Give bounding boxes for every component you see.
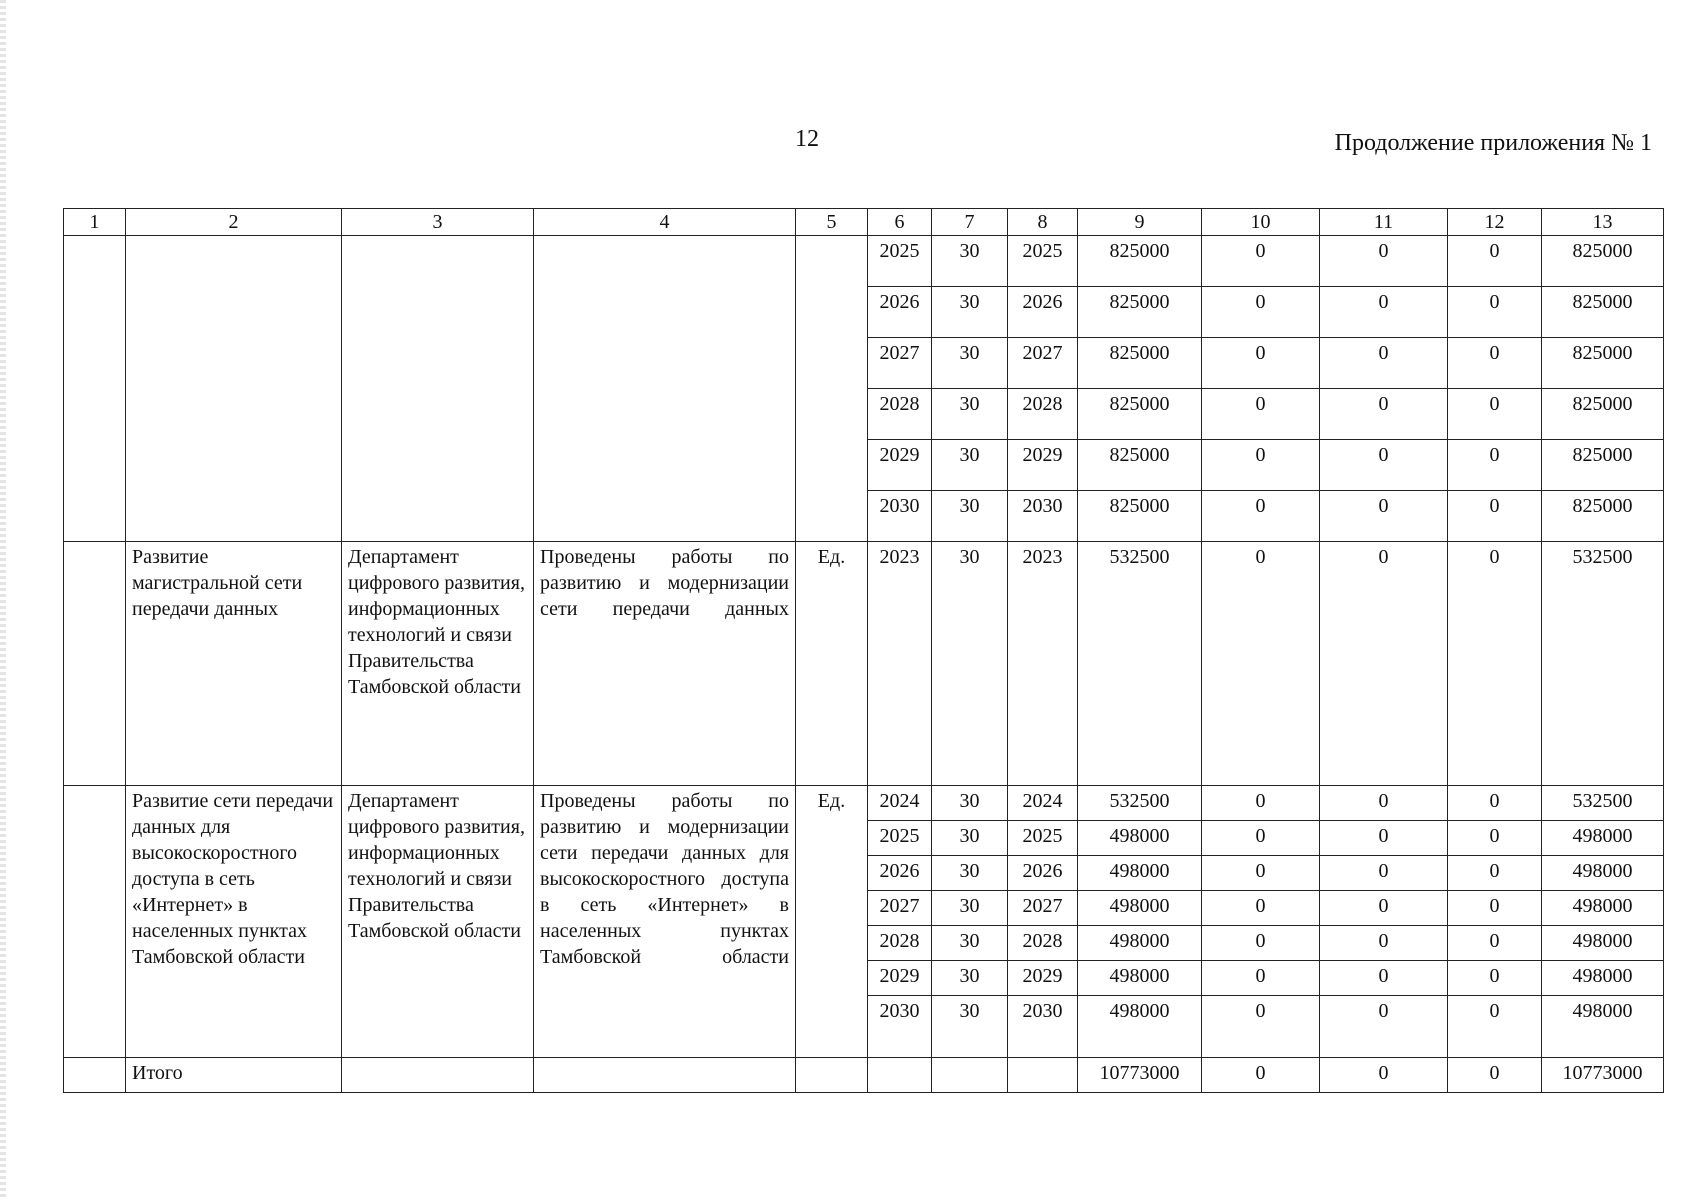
- value-cell: 30: [932, 491, 1008, 542]
- col-header: 8: [1008, 209, 1078, 236]
- amount-cell: 498000: [1078, 996, 1202, 1058]
- value-cell: 30: [932, 287, 1008, 338]
- empty-cell: [868, 1058, 932, 1093]
- year-cell: 2025: [868, 236, 932, 287]
- empty-cell: [534, 1058, 796, 1093]
- amount-cell: 825000: [1078, 236, 1202, 287]
- col-header: 7: [932, 209, 1008, 236]
- col-header: 6: [868, 209, 932, 236]
- appendix-note: Продолжение приложения № 1: [1334, 130, 1652, 156]
- amount-cell: 825000: [1542, 389, 1664, 440]
- value-cell: 0: [1320, 926, 1448, 961]
- year-cell: 2029: [1008, 961, 1078, 996]
- year-cell: 2023: [1008, 542, 1078, 786]
- column-number-row: [64, 209, 1664, 236]
- amount-cell: 825000: [1078, 338, 1202, 389]
- value-cell: 0: [1202, 440, 1320, 491]
- total-value: 0: [1202, 1058, 1320, 1093]
- value-cell: 0: [1202, 891, 1320, 926]
- value-cell: 0: [1448, 236, 1542, 287]
- value-cell: 30: [932, 961, 1008, 996]
- amount-cell: 498000: [1542, 926, 1664, 961]
- value-cell: 30: [932, 891, 1008, 926]
- value-cell: 0: [1448, 786, 1542, 821]
- responsible-department: Департамент цифрового развития, информационных технологий и связи Правительства Тамбовской области: [342, 542, 534, 786]
- year-cell: 2024: [1008, 786, 1078, 821]
- col-header: 9: [1078, 209, 1202, 236]
- amount-cell: 825000: [1542, 338, 1664, 389]
- amount-cell: 825000: [1078, 440, 1202, 491]
- value-cell: 0: [1202, 491, 1320, 542]
- empty-cell: [64, 542, 126, 786]
- value-cell: 0: [1202, 996, 1320, 1058]
- year-cell: 2029: [868, 961, 932, 996]
- table-row: [64, 236, 1664, 287]
- amount-cell: 825000: [1078, 287, 1202, 338]
- year-cell: 2027: [1008, 338, 1078, 389]
- amount-cell: 825000: [1542, 491, 1664, 542]
- measure-name: Развитие магистральной сети передачи данных: [126, 542, 342, 786]
- col-header: 5: [796, 209, 868, 236]
- amount-cell: 498000: [1078, 821, 1202, 856]
- amount-cell: 825000: [1542, 236, 1664, 287]
- value-cell: 0: [1320, 856, 1448, 891]
- value-cell: 0: [1320, 821, 1448, 856]
- year-cell: 2026: [1008, 856, 1078, 891]
- amount-cell: 498000: [1542, 856, 1664, 891]
- empty-cell: [64, 786, 126, 1058]
- amount-cell: 498000: [1542, 821, 1664, 856]
- amount-cell: 825000: [1078, 389, 1202, 440]
- total-amount: 10773000: [1542, 1058, 1664, 1093]
- value-cell: 0: [1448, 856, 1542, 891]
- year-cell: 2025: [1008, 821, 1078, 856]
- value-cell: 0: [1320, 236, 1448, 287]
- amount-cell: 498000: [1078, 926, 1202, 961]
- scan-edge: [0, 0, 6, 1200]
- col-header: 11: [1320, 209, 1448, 236]
- year-cell: 2030: [868, 996, 932, 1058]
- amount-cell: 498000: [1542, 961, 1664, 996]
- value-cell: 30: [932, 389, 1008, 440]
- empty-cell: [932, 1058, 1008, 1093]
- value-cell: 0: [1320, 891, 1448, 926]
- measure-result: Проведены работы по развитию и модернизации сети передачи данных: [534, 542, 796, 786]
- empty-cell: [796, 1058, 868, 1093]
- unit-cell: Ед.: [796, 786, 868, 1058]
- col-header: 4: [534, 209, 796, 236]
- year-cell: 2027: [868, 891, 932, 926]
- value-cell: 30: [932, 338, 1008, 389]
- col-header: 13: [1542, 209, 1664, 236]
- amount-cell: 532500: [1078, 786, 1202, 821]
- year-cell: 2030: [1008, 996, 1078, 1058]
- measure-result: Проведены работы по развитию и модернизации сети передачи данных для высокоскоростного доступа в сеть «Интернет» в населенных пунктах Тамбовской области: [534, 786, 796, 1058]
- col-header: 10: [1202, 209, 1320, 236]
- year-cell: 2027: [868, 338, 932, 389]
- value-cell: 0: [1448, 542, 1542, 786]
- total-label: Итого: [126, 1058, 342, 1093]
- empty-cell: [64, 1058, 126, 1093]
- value-cell: 30: [932, 542, 1008, 786]
- amount-cell: 825000: [1542, 287, 1664, 338]
- year-cell: 2028: [1008, 926, 1078, 961]
- value-cell: 0: [1202, 926, 1320, 961]
- value-cell: 0: [1202, 389, 1320, 440]
- value-cell: 0: [1448, 491, 1542, 542]
- value-cell: 0: [1448, 338, 1542, 389]
- col-header: 3: [342, 209, 534, 236]
- amount-cell: 825000: [1078, 491, 1202, 542]
- value-cell: 0: [1202, 287, 1320, 338]
- value-cell: 30: [932, 856, 1008, 891]
- empty-cell: [342, 1058, 534, 1093]
- year-cell: 2030: [1008, 491, 1078, 542]
- value-cell: 0: [1320, 287, 1448, 338]
- year-cell: 2024: [868, 786, 932, 821]
- measure-name: Развитие сети передачи данных для высокоскоростного доступа в сеть «Интернет» в населенных пунктах Тамбовской области: [126, 786, 342, 1058]
- value-cell: 0: [1448, 926, 1542, 961]
- value-cell: 0: [1448, 961, 1542, 996]
- value-cell: 0: [1202, 961, 1320, 996]
- value-cell: 30: [932, 996, 1008, 1058]
- amount-cell: 532500: [1542, 786, 1664, 821]
- value-cell: 0: [1320, 961, 1448, 996]
- col-header: 2: [126, 209, 342, 236]
- table-row: [64, 542, 1664, 786]
- amount-cell: 532500: [1542, 542, 1664, 786]
- unit-cell: Ед.: [796, 542, 868, 786]
- year-cell: 2027: [1008, 891, 1078, 926]
- col-header: 1: [64, 209, 126, 236]
- year-cell: 2025: [868, 821, 932, 856]
- value-cell: 0: [1448, 996, 1542, 1058]
- value-cell: 0: [1202, 236, 1320, 287]
- year-cell: 2028: [868, 926, 932, 961]
- value-cell: 0: [1448, 440, 1542, 491]
- year-cell: 2028: [868, 389, 932, 440]
- value-cell: 30: [932, 821, 1008, 856]
- value-cell: 0: [1320, 440, 1448, 491]
- value-cell: 30: [932, 926, 1008, 961]
- year-cell: 2026: [1008, 287, 1078, 338]
- amount-cell: 498000: [1542, 891, 1664, 926]
- year-cell: 2023: [868, 542, 932, 786]
- empty-cell: [64, 236, 126, 542]
- value-cell: 0: [1320, 786, 1448, 821]
- year-cell: 2028: [1008, 389, 1078, 440]
- total-value: 0: [1448, 1058, 1542, 1093]
- year-cell: 2029: [868, 440, 932, 491]
- responsible-department: Департамент цифрового развития, информационных технологий и связи Правительства Тамбовской области: [342, 786, 534, 1058]
- amount-cell: 825000: [1542, 440, 1664, 491]
- total-amount: 10773000: [1078, 1058, 1202, 1093]
- amount-cell: 498000: [1542, 996, 1664, 1058]
- value-cell: 0: [1202, 338, 1320, 389]
- amount-cell: 498000: [1078, 891, 1202, 926]
- value-cell: 0: [1320, 389, 1448, 440]
- value-cell: 30: [932, 236, 1008, 287]
- amount-cell: 498000: [1078, 961, 1202, 996]
- year-cell: 2030: [868, 491, 932, 542]
- empty-cell: [1008, 1058, 1078, 1093]
- amount-cell: 532500: [1078, 542, 1202, 786]
- value-cell: 0: [1320, 996, 1448, 1058]
- empty-cell: [534, 236, 796, 542]
- amount-cell: 498000: [1078, 856, 1202, 891]
- empty-cell: [126, 236, 342, 542]
- value-cell: 0: [1320, 491, 1448, 542]
- year-cell: 2025: [1008, 236, 1078, 287]
- value-cell: 0: [1448, 891, 1542, 926]
- empty-cell: [796, 236, 868, 542]
- value-cell: 0: [1448, 287, 1542, 338]
- value-cell: 30: [932, 440, 1008, 491]
- value-cell: 0: [1202, 821, 1320, 856]
- value-cell: 0: [1202, 786, 1320, 821]
- program-table: [63, 208, 1664, 1093]
- value-cell: 0: [1320, 338, 1448, 389]
- empty-cell: [342, 236, 534, 542]
- year-cell: 2026: [868, 856, 932, 891]
- table-row: [64, 786, 1664, 821]
- value-cell: 0: [1448, 389, 1542, 440]
- value-cell: 0: [1202, 542, 1320, 786]
- value-cell: 0: [1320, 542, 1448, 786]
- total-value: 0: [1320, 1058, 1448, 1093]
- total-row: [64, 1058, 1664, 1093]
- col-header: 12: [1448, 209, 1542, 236]
- value-cell: 0: [1202, 856, 1320, 891]
- year-cell: 2029: [1008, 440, 1078, 491]
- page-number: 12: [795, 126, 819, 152]
- year-cell: 2026: [868, 287, 932, 338]
- value-cell: 0: [1448, 821, 1542, 856]
- value-cell: 30: [932, 786, 1008, 821]
